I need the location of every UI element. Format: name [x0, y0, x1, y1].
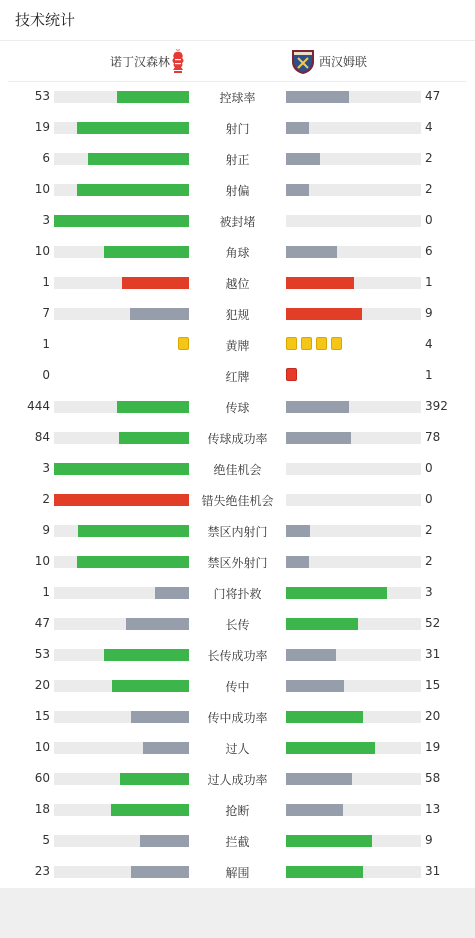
home-stat-bar-fill [131, 711, 189, 723]
away-stat-bar [286, 153, 421, 165]
home-stat-bar-fill [119, 432, 189, 444]
stat-row [0, 174, 475, 205]
yellow-card-icon [301, 337, 312, 350]
away-cards [286, 337, 346, 351]
away-stat-value: 2 [425, 182, 433, 196]
away-stat-value: 0 [425, 213, 433, 227]
home-stat-value: 23 [34, 864, 50, 878]
home-stat-bar-fill [117, 401, 189, 413]
away-stat-value: 52 [425, 616, 441, 630]
stat-row [0, 763, 475, 794]
stat-label: 禁区内射门 [207, 525, 268, 539]
home-stat-bar [54, 246, 189, 258]
stat-row [0, 484, 475, 515]
away-stat-bar-fill [286, 587, 387, 599]
stat-row [0, 143, 475, 174]
yellow-card-icon [178, 337, 189, 350]
stat-row [0, 515, 475, 546]
home-stat-bar-fill [122, 277, 190, 289]
home-stat-bar-fill [104, 649, 189, 661]
yellow-card-icon [286, 337, 297, 350]
home-stat-bar-fill [77, 122, 189, 134]
stat-label: 黄牌 [225, 339, 250, 353]
home-stat-value: 2 [42, 492, 50, 506]
home-stat-bar-fill [54, 215, 189, 227]
stat-label: 错失绝佳机会 [201, 494, 274, 508]
home-stat-bar-fill [111, 804, 189, 816]
home-stat-bar-fill [54, 463, 189, 475]
away-stat-value: 9 [425, 833, 433, 847]
away-stat-bar-fill [286, 742, 375, 754]
stat-row [0, 794, 475, 825]
away-stat-bar-fill [286, 308, 362, 320]
home-stat-value: 53 [34, 647, 50, 661]
home-stat-bar [54, 91, 189, 103]
away-stat-value: 2 [425, 523, 433, 537]
home-stat-bar-fill [155, 587, 189, 599]
stat-row [0, 329, 475, 360]
stat-label: 射偏 [225, 184, 250, 198]
away-stat-value: 3 [425, 585, 433, 599]
home-stat-bar [54, 618, 189, 630]
home-stat-value: 10 [34, 182, 50, 196]
stat-row [0, 701, 475, 732]
away-stat-value: 19 [425, 740, 441, 754]
away-stat-bar [286, 432, 421, 444]
home-stat-bar [54, 401, 189, 413]
away-stat-bar-fill [286, 184, 309, 196]
home-stat-bar [54, 122, 189, 134]
away-stat-bar-fill [286, 618, 358, 630]
home-stat-bar [54, 184, 189, 196]
away-stat-value: 15 [425, 678, 441, 692]
stat-row [0, 546, 475, 577]
home-stat-bar [54, 773, 189, 785]
away-stat-bar [286, 680, 421, 692]
home-cards [174, 337, 189, 351]
away-stat-bar [286, 91, 421, 103]
home-stat-bar-fill [117, 91, 189, 103]
away-stat-bar-fill [286, 680, 344, 692]
away-stat-value: 47 [425, 89, 441, 103]
away-stat-bar-fill [286, 246, 337, 258]
stat-label: 控球率 [219, 91, 256, 105]
stat-row [0, 205, 475, 236]
away-stat-bar [286, 804, 421, 816]
stat-label: 传球 [225, 401, 250, 415]
stat-row [0, 360, 475, 391]
away-stat-bar [286, 401, 421, 413]
away-stat-bar [286, 618, 421, 630]
away-stat-bar-fill [286, 122, 309, 134]
stat-row [0, 825, 475, 856]
stat-row [0, 577, 475, 608]
home-stat-value: 0 [42, 368, 50, 382]
away-stat-value: 13 [425, 802, 441, 816]
away-stat-value: 31 [425, 647, 441, 661]
stat-row [0, 391, 475, 422]
away-stat-value: 2 [425, 151, 433, 165]
stat-label: 禁区外射门 [207, 556, 268, 570]
home-stat-value: 1 [42, 337, 50, 351]
away-stat-bar-fill [286, 649, 336, 661]
home-stat-value: 15 [34, 709, 50, 723]
home-stat-bar-fill [126, 618, 189, 630]
away-stat-value: 1 [425, 275, 433, 289]
away-stat-bar [286, 866, 421, 878]
away-stat-bar [286, 835, 421, 847]
home-stat-value: 60 [34, 771, 50, 785]
away-stat-bar-fill [286, 866, 363, 878]
away-stat-value: 6 [425, 244, 433, 258]
away-stat-bar [286, 122, 421, 134]
home-stat-value: 3 [42, 213, 50, 227]
stat-label: 长传 [225, 618, 250, 632]
away-stat-bar [286, 649, 421, 661]
away-stat-value: 1 [425, 368, 433, 382]
home-stat-bar-fill [143, 742, 189, 754]
stat-row [0, 453, 475, 484]
stat-row [0, 112, 475, 143]
away-stat-value: 0 [425, 461, 433, 475]
away-stat-value: 31 [425, 864, 441, 878]
away-stat-bar [286, 587, 421, 599]
away-stat-bar [286, 215, 421, 227]
stat-label: 传中成功率 [207, 711, 268, 725]
away-stat-bar-fill [286, 153, 320, 165]
page-title: 技术统计 [15, 11, 76, 29]
stat-label: 绝佳机会 [213, 463, 262, 477]
stat-label: 越位 [225, 277, 250, 291]
home-stat-value: 84 [34, 430, 50, 444]
stat-row [0, 856, 475, 887]
away-stat-bar [286, 773, 421, 785]
away-team-crest-icon [291, 48, 315, 75]
away-stat-bar-fill [286, 401, 349, 413]
away-stat-bar [286, 277, 421, 289]
away-stat-bar-fill [286, 804, 343, 816]
away-stat-bar-fill [286, 835, 372, 847]
home-stat-value: 5 [42, 833, 50, 847]
away-stat-value: 4 [425, 120, 433, 134]
stat-label: 抢断 [225, 804, 250, 818]
stat-label: 射正 [225, 153, 250, 167]
home-stat-bar-fill [130, 308, 189, 320]
stat-label: 过人 [225, 742, 250, 756]
home-stat-bar-fill [77, 556, 189, 568]
away-stat-bar [286, 494, 421, 506]
home-stat-value: 19 [34, 120, 50, 134]
stat-label: 红牌 [225, 370, 250, 384]
stat-label: 射门 [225, 122, 250, 136]
home-stat-value: 1 [42, 585, 50, 599]
home-stat-bar [54, 215, 189, 227]
home-stat-bar [54, 556, 189, 568]
home-stat-bar-fill [77, 184, 189, 196]
home-stat-bar [54, 742, 189, 754]
away-stat-bar-fill [286, 525, 310, 537]
stat-label: 解围 [225, 866, 250, 880]
home-stat-bar [54, 463, 189, 475]
stat-row [0, 81, 475, 112]
home-stat-bar [54, 649, 189, 661]
home-stat-bar [54, 153, 189, 165]
home-stat-bar [54, 432, 189, 444]
stat-label: 角球 [225, 246, 250, 260]
away-stat-value: 78 [425, 430, 441, 444]
away-stat-bar-fill [286, 773, 352, 785]
home-stat-bar [54, 711, 189, 723]
stat-label: 长传成功率 [207, 649, 268, 663]
yellow-card-icon [331, 337, 342, 350]
away-cards [286, 368, 301, 382]
home-stat-bar-fill [54, 494, 189, 506]
home-stat-value: 3 [42, 461, 50, 475]
home-stat-value: 9 [42, 523, 50, 537]
stat-label: 传球成功率 [207, 432, 268, 446]
away-stat-bar [286, 246, 421, 258]
stat-row [0, 732, 475, 763]
away-team-name: 西汉姆联 [319, 55, 368, 69]
away-stat-value: 9 [425, 306, 433, 320]
home-stat-bar-fill [131, 866, 189, 878]
stat-row [0, 608, 475, 639]
away-stat-bar-fill [286, 556, 309, 568]
home-stat-value: 47 [34, 616, 50, 630]
home-stat-bar [54, 308, 189, 320]
stat-row [0, 298, 475, 329]
stat-row [0, 267, 475, 298]
stat-label: 过人成功率 [207, 773, 268, 787]
away-stat-value: 20 [425, 709, 441, 723]
home-stat-bar [54, 525, 189, 537]
away-stat-bar [286, 308, 421, 320]
away-stat-value: 58 [425, 771, 441, 785]
away-stat-bar-fill [286, 277, 354, 289]
home-stat-bar [54, 866, 189, 878]
away-stat-bar-fill [286, 432, 351, 444]
home-stat-value: 10 [34, 740, 50, 754]
home-team-name: 诺丁汉森林 [109, 55, 170, 69]
home-stat-value: 444 [27, 399, 50, 413]
stat-label: 被封堵 [219, 215, 256, 229]
home-stat-value: 6 [42, 151, 50, 165]
home-stat-value: 10 [34, 244, 50, 258]
away-stat-bar [286, 711, 421, 723]
home-stat-value: 10 [34, 554, 50, 568]
away-stat-bar [286, 556, 421, 568]
stat-label: 拦截 [225, 835, 250, 849]
away-stat-bar [286, 525, 421, 537]
stat-row [0, 670, 475, 701]
away-stat-bar [286, 742, 421, 754]
home-stat-bar-fill [120, 773, 189, 785]
stat-row [0, 236, 475, 267]
home-stat-bar-fill [88, 153, 189, 165]
away-stat-bar-fill [286, 711, 363, 723]
away-stat-bar [286, 184, 421, 196]
stat-label: 门将扑救 [213, 587, 262, 601]
home-stat-bar-fill [78, 525, 189, 537]
home-stat-bar [54, 680, 189, 692]
away-stat-value: 4 [425, 337, 433, 351]
home-stat-bar [54, 804, 189, 816]
home-stat-value: 18 [34, 802, 50, 816]
home-stat-value: 20 [34, 678, 50, 692]
home-stat-bar-fill [104, 246, 189, 258]
home-stat-bar-fill [140, 835, 189, 847]
red-card-icon [286, 368, 297, 381]
home-stat-value: 7 [42, 306, 50, 320]
away-stat-value: 2 [425, 554, 433, 568]
home-stat-bar [54, 587, 189, 599]
away-stat-value: 0 [425, 492, 433, 506]
stat-row [0, 639, 475, 670]
home-stat-bar [54, 835, 189, 847]
home-stat-bar-fill [112, 680, 189, 692]
home-stat-value: 1 [42, 275, 50, 289]
stat-row [0, 422, 475, 453]
away-stat-bar-fill [286, 91, 349, 103]
home-team-crest-icon [170, 48, 186, 74]
home-stat-bar [54, 494, 189, 506]
home-stat-value: 53 [34, 89, 50, 103]
stat-label: 传中 [225, 680, 250, 694]
away-stat-value: 392 [425, 399, 448, 413]
home-stat-bar [54, 277, 189, 289]
team-header [8, 41, 466, 82]
stat-label: 犯规 [225, 308, 250, 322]
yellow-card-icon [316, 337, 327, 350]
away-stat-bar [286, 463, 421, 475]
